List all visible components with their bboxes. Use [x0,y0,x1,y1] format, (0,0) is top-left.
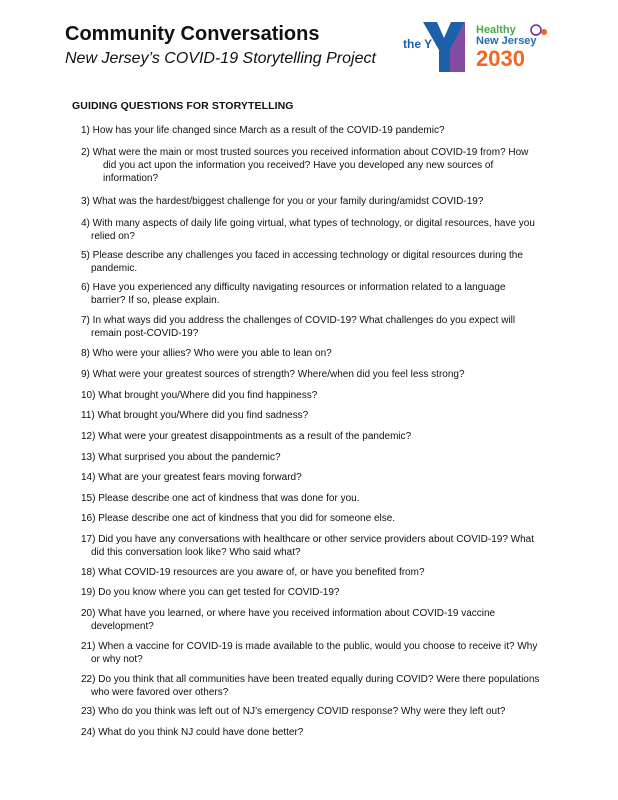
document-title: Community Conversations [65,23,320,45]
healthy-new-jersey-2030-logo [474,22,554,70]
question-item: 11) What brought you/Where did you find sadness? [81,410,309,421]
question-item: 12) What were your greatest disappointments as a result of the pandemic? [81,431,412,442]
question-item: 15) Please describe one act of kindness that was done for you. [81,493,360,504]
ymca-logo [403,20,465,72]
question-item: 21) When a vaccine for COVID-19 is made available to the public, would you choose to receive it? Why or why not? [81,641,538,665]
svg-text:2030: 2030 [476,46,525,70]
question-item: 4) With many aspects of daily life going virtual, what types of technology, or digital resources, have you relied on? [81,218,535,242]
svg-text:Healthy: Healthy [476,24,516,36]
document-subtitle: New Jersey’s COVID-19 Storytelling Project [65,50,376,67]
question-item: 1) How has your life changed since March as a result of the COVID-19 pandemic? [81,125,445,136]
question-item: 18) What COVID-19 resources are you aware of, or have you benefited from? [81,567,425,578]
question-item: 8) Who were your allies? Who were you able to lean on? [81,348,332,359]
question-item: 10) What brought you/Where did you find happiness? [81,390,318,401]
question-item: 14) What are your greatest fears moving forward? [81,472,302,483]
svg-text:New Jersey: New Jersey [476,35,537,47]
question-item: 2) What were the main or most trusted sources you received information about COVID-19 from? How did you act upon the information you received? Have you developed any new sources of information? [81,147,529,184]
question-item: 24) What do you think NJ could have done better? [81,727,304,738]
document-header [65,22,376,69]
section-heading: GUIDING QUESTIONS FOR STORYTELLING [72,100,294,112]
question-item: 9) What were your greatest sources of strength? Where/when did you feel less strong? [81,369,465,380]
question-item: 6) Have you experienced any difficulty navigating resources or information related to a language barrier? If so, please explain. [81,282,506,306]
question-item: 3) What was the hardest/biggest challenge for you or your family during/amidst COVID-19? [81,196,484,207]
ymca-logo-text: the Y [403,37,433,51]
question-item: 17) Did you have any conversations with healthcare or other service providers about COVID-19? What did this conversation look like? Who said what? [81,534,535,558]
question-item: 23) Who do you think was left out of NJ’s emergency COVID response? Why were they left out? [81,706,506,717]
question-item: 7) In what ways did you address the challenges of COVID-19? What challenges do you expect will remain post-COVID-19? [81,315,516,339]
question-item: 13) What surprised you about the pandemic? [81,452,281,463]
question-item: 22) Do you think that all communities have been treated equally during COVID? Were there populations who were favored over others? [81,674,540,698]
question-item: 20) What have you learned, or where have you received information about COVID-19 vaccine development? [81,608,496,632]
question-item: 19) Do you know where you can get tested for COVID-19? [81,587,340,598]
question-item: 5) Please describe any challenges you faced in accessing technology or digital resources during the pandemic. [81,250,523,274]
question-item: 16) Please describe one act of kindness that you did for someone else. [81,513,396,524]
